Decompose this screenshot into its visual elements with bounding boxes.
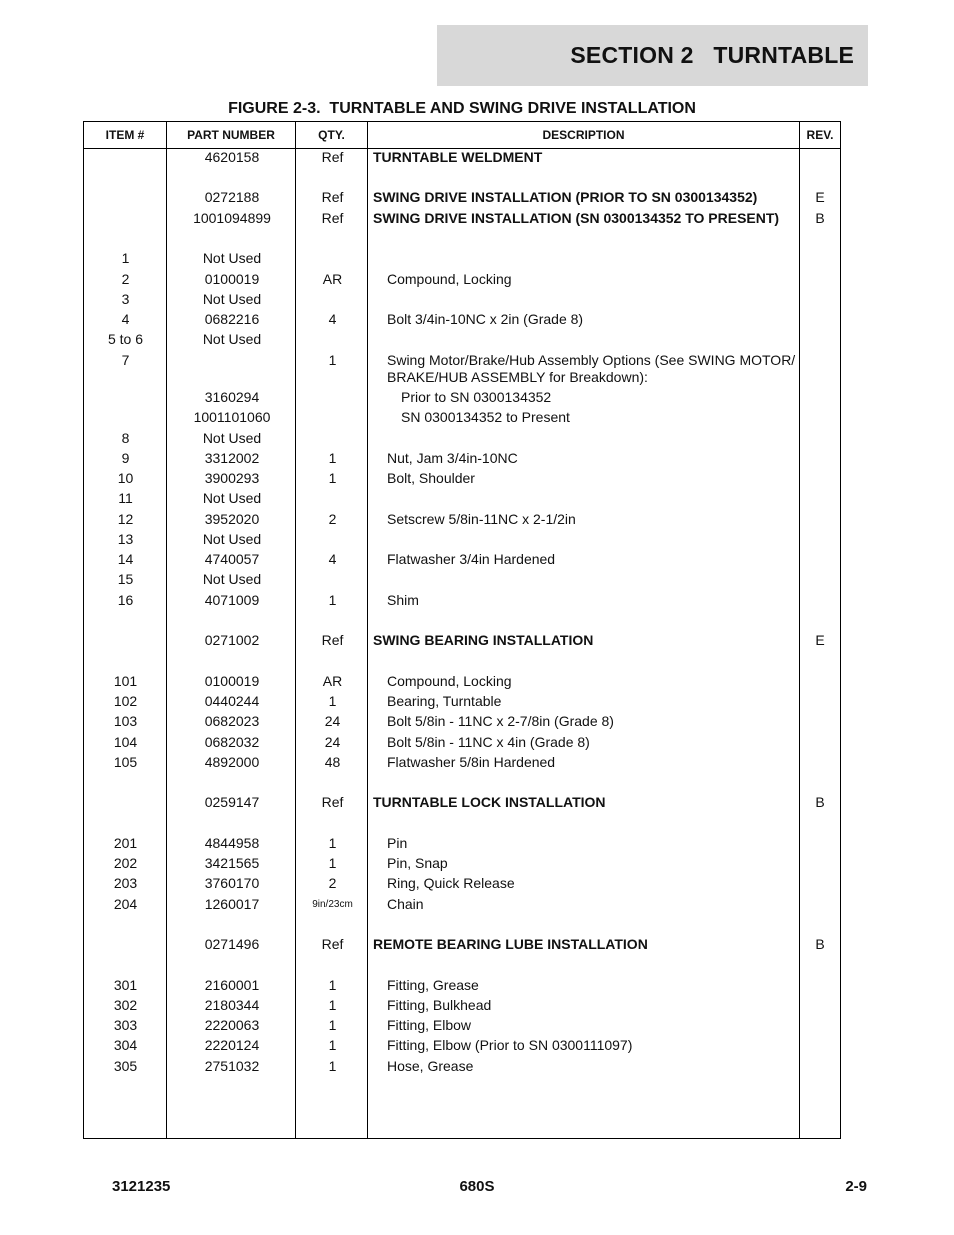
item-number-cell: 9	[121, 450, 130, 466]
item-number-cell: 10	[117, 470, 134, 486]
quantity-cell: 9in/23cm	[312, 899, 353, 910]
quantity-cell: Ref	[321, 936, 344, 952]
part-number-cell: 4740057	[204, 551, 260, 567]
item-number-cell: 11	[118, 490, 133, 506]
description-cell: Hose, Grease	[387, 1058, 474, 1074]
column-header-rev: REV.	[806, 128, 834, 142]
column-header-description: DESCRIPTION	[542, 128, 625, 142]
item-number-cell: 14	[117, 551, 134, 567]
part-number-cell: 0272188	[204, 189, 260, 205]
quantity-cell: 48	[324, 754, 341, 770]
quantity-cell: 2	[328, 875, 337, 891]
quantity-cell: 1	[328, 450, 337, 466]
quantity-cell: 24	[324, 713, 341, 729]
column-header-qty: QTY.	[318, 128, 345, 142]
model-name: 680S	[459, 1178, 495, 1195]
description-cell: Pin	[387, 835, 408, 851]
item-number-cell: 301	[113, 977, 138, 993]
description-cell: Bolt 3/4in-10NC x 2in (Grade 8)	[387, 311, 584, 327]
description-cell: Fitting, Elbow (Prior to SN 0300111097)	[387, 1037, 633, 1053]
part-number-cell: 2180344	[204, 997, 260, 1013]
description-cell: SWING BEARING INSTALLATION	[373, 632, 594, 648]
part-number-cell: 4071009	[204, 592, 260, 608]
description-cell: Bolt, Shoulder	[387, 470, 475, 486]
quantity-cell: Ref	[321, 794, 344, 810]
quantity-cell: AR	[322, 673, 343, 689]
part-number-cell: 4892000	[204, 754, 260, 770]
part-number-cell: 0682032	[204, 734, 260, 750]
item-number-cell: 104	[113, 734, 138, 750]
part-number-cell: 2160001	[204, 977, 260, 993]
quantity-cell: 1	[328, 1037, 337, 1053]
item-number-cell: 5 to 6	[107, 331, 144, 347]
item-number-cell: 302	[113, 997, 138, 1013]
part-number-cell: 3760170	[204, 875, 260, 891]
part-number-cell: 0271496	[204, 936, 260, 952]
description-cell: Shim	[387, 592, 419, 608]
part-number-cell: 4620158	[204, 149, 260, 165]
page-number: 2-9	[845, 1178, 867, 1195]
part-number-cell: 1001101060	[193, 409, 271, 425]
item-number-cell: 201	[113, 835, 138, 851]
item-number-cell: 105	[113, 754, 138, 770]
item-number-cell: 304	[113, 1037, 138, 1053]
item-number-cell: 12	[117, 511, 134, 527]
part-number-cell: 4844958	[204, 835, 260, 851]
quantity-cell: 1	[328, 592, 337, 608]
part-number-cell: 0259147	[204, 794, 260, 810]
item-number-cell: 13	[117, 531, 134, 547]
quantity-cell: 1	[328, 693, 337, 709]
description-cell: Nut, Jam 3/4in-10NC	[387, 450, 518, 466]
part-number-cell: 1260017	[204, 896, 260, 912]
item-number-cell: 4	[121, 311, 130, 327]
quantity-cell: Ref	[321, 189, 344, 205]
item-number-cell: 1	[121, 250, 130, 266]
description-cell: Pin, Snap	[387, 855, 448, 871]
part-number-cell: 0682023	[204, 713, 260, 729]
description-cell: Compound, Locking	[387, 673, 512, 689]
item-number-cell: 2	[121, 271, 130, 287]
quantity-cell: 1	[328, 470, 337, 486]
item-number-cell: 203	[113, 875, 138, 891]
description-cell: Fitting, Bulkhead	[387, 997, 492, 1013]
item-number-cell: 204	[113, 896, 138, 912]
quantity-cell: Ref	[321, 210, 344, 226]
item-number-cell: 103	[113, 713, 138, 729]
quantity-cell: 1	[328, 1017, 337, 1033]
description-cell: Prior to SN 0300134352	[401, 389, 552, 405]
description-cell: REMOTE BEARING LUBE INSTALLATION	[373, 936, 648, 952]
description-cell: SWING DRIVE INSTALLATION (SN 0300134352 TO PRESENT)	[373, 210, 780, 226]
description-cell: Fitting, Grease	[387, 977, 479, 993]
part-number-cell: Not Used	[202, 531, 262, 547]
part-number-cell: 0100019	[204, 271, 260, 287]
revision-cell: B	[815, 794, 825, 810]
part-number-cell: 0100019	[204, 673, 260, 689]
item-number-cell: 16	[117, 592, 134, 608]
description-cell: Swing Motor/Brake/Hub Assembly Options (See SWING MOTOR/ BRAKE/HUB ASSEMBLY for Breakdown):	[387, 352, 796, 385]
quantity-cell: 1	[328, 352, 337, 368]
description-cell: Setscrew 5/8in-11NC x 2-1/2in	[387, 511, 576, 527]
description-cell: Fitting, Elbow	[387, 1017, 472, 1033]
quantity-cell: Ref	[321, 632, 344, 648]
part-number-cell: 2220124	[204, 1037, 260, 1053]
part-number-cell: Not Used	[202, 250, 262, 266]
part-number-cell: 2751032	[204, 1058, 260, 1074]
revision-cell: B	[815, 210, 825, 226]
quantity-cell: 4	[328, 551, 337, 567]
quantity-cell: 1	[328, 855, 337, 871]
part-number-cell: 3312002	[204, 450, 260, 466]
quantity-cell: 2	[328, 511, 337, 527]
part-number-cell: Not Used	[202, 331, 262, 347]
quantity-cell: AR	[322, 271, 343, 287]
part-number-cell: Not Used	[202, 430, 262, 446]
item-number-cell: 8	[121, 430, 130, 446]
item-number-cell: 15	[117, 571, 134, 587]
description-cell: SN 0300134352 to Present	[401, 409, 570, 425]
part-number-cell: 3160294	[204, 389, 260, 405]
revision-cell: E	[815, 189, 825, 205]
item-number-cell: 101	[113, 673, 138, 689]
section-title: SECTION 2 TURNTABLE	[570, 42, 854, 68]
description-cell: Ring, Quick Release	[387, 875, 515, 891]
part-number-cell: 2220063	[204, 1017, 260, 1033]
part-number-cell: 0440244	[204, 693, 260, 709]
part-number-cell: Not Used	[202, 490, 262, 506]
item-number-cell: 7	[121, 352, 130, 368]
part-number-cell: 1001094899	[193, 210, 271, 226]
part-number-cell: Not Used	[202, 571, 262, 587]
part-number-cell: 3900293	[204, 470, 260, 486]
part-number-cell: 0682216	[204, 311, 260, 327]
quantity-cell: 1	[328, 997, 337, 1013]
part-number-cell: 3952020	[204, 511, 260, 527]
revision-cell: B	[815, 936, 825, 952]
description-cell: TURNTABLE LOCK INSTALLATION	[373, 794, 606, 810]
item-number-cell: 3	[121, 291, 130, 307]
description-cell: Flatwasher 3/4in Hardened	[387, 551, 556, 567]
item-number-cell: 303	[113, 1017, 138, 1033]
item-number-cell: 102	[113, 693, 138, 709]
description-cell: Bolt 5/8in - 11NC x 2-7/8in (Grade 8)	[387, 713, 614, 729]
item-number-cell: 202	[113, 855, 138, 871]
item-number-cell: 305	[113, 1058, 138, 1074]
parts-table	[83, 121, 841, 1139]
description-cell: Flatwasher 5/8in Hardened	[387, 754, 556, 770]
column-header-part-number: PART NUMBER	[187, 128, 275, 142]
description-cell: Bearing, Turntable	[387, 693, 502, 709]
column-header-item: ITEM #	[105, 128, 145, 142]
figure-title: FIGURE 2-3. TURNTABLE AND SWING DRIVE INSTALLATION	[228, 100, 696, 117]
description-cell: TURNTABLE WELDMENT	[373, 149, 543, 165]
quantity-cell: 1	[328, 835, 337, 851]
description-cell: Bolt 5/8in - 11NC x 4in (Grade 8)	[387, 734, 590, 750]
description-cell: Chain	[387, 896, 424, 912]
section-header	[437, 25, 868, 86]
description-cell: Compound, Locking	[387, 271, 512, 287]
quantity-cell: Ref	[321, 149, 344, 165]
revision-cell: E	[815, 632, 825, 648]
part-number-cell: Not Used	[202, 291, 262, 307]
quantity-cell: 4	[328, 311, 337, 327]
quantity-cell: 1	[328, 977, 337, 993]
description-cell: SWING DRIVE INSTALLATION (PRIOR TO SN 0300134352)	[373, 189, 758, 205]
part-number-cell: 0271002	[204, 632, 260, 648]
document-number: 3121235	[112, 1178, 171, 1195]
quantity-cell: 24	[324, 734, 341, 750]
quantity-cell: 1	[328, 1058, 337, 1074]
part-number-cell: 3421565	[204, 855, 260, 871]
